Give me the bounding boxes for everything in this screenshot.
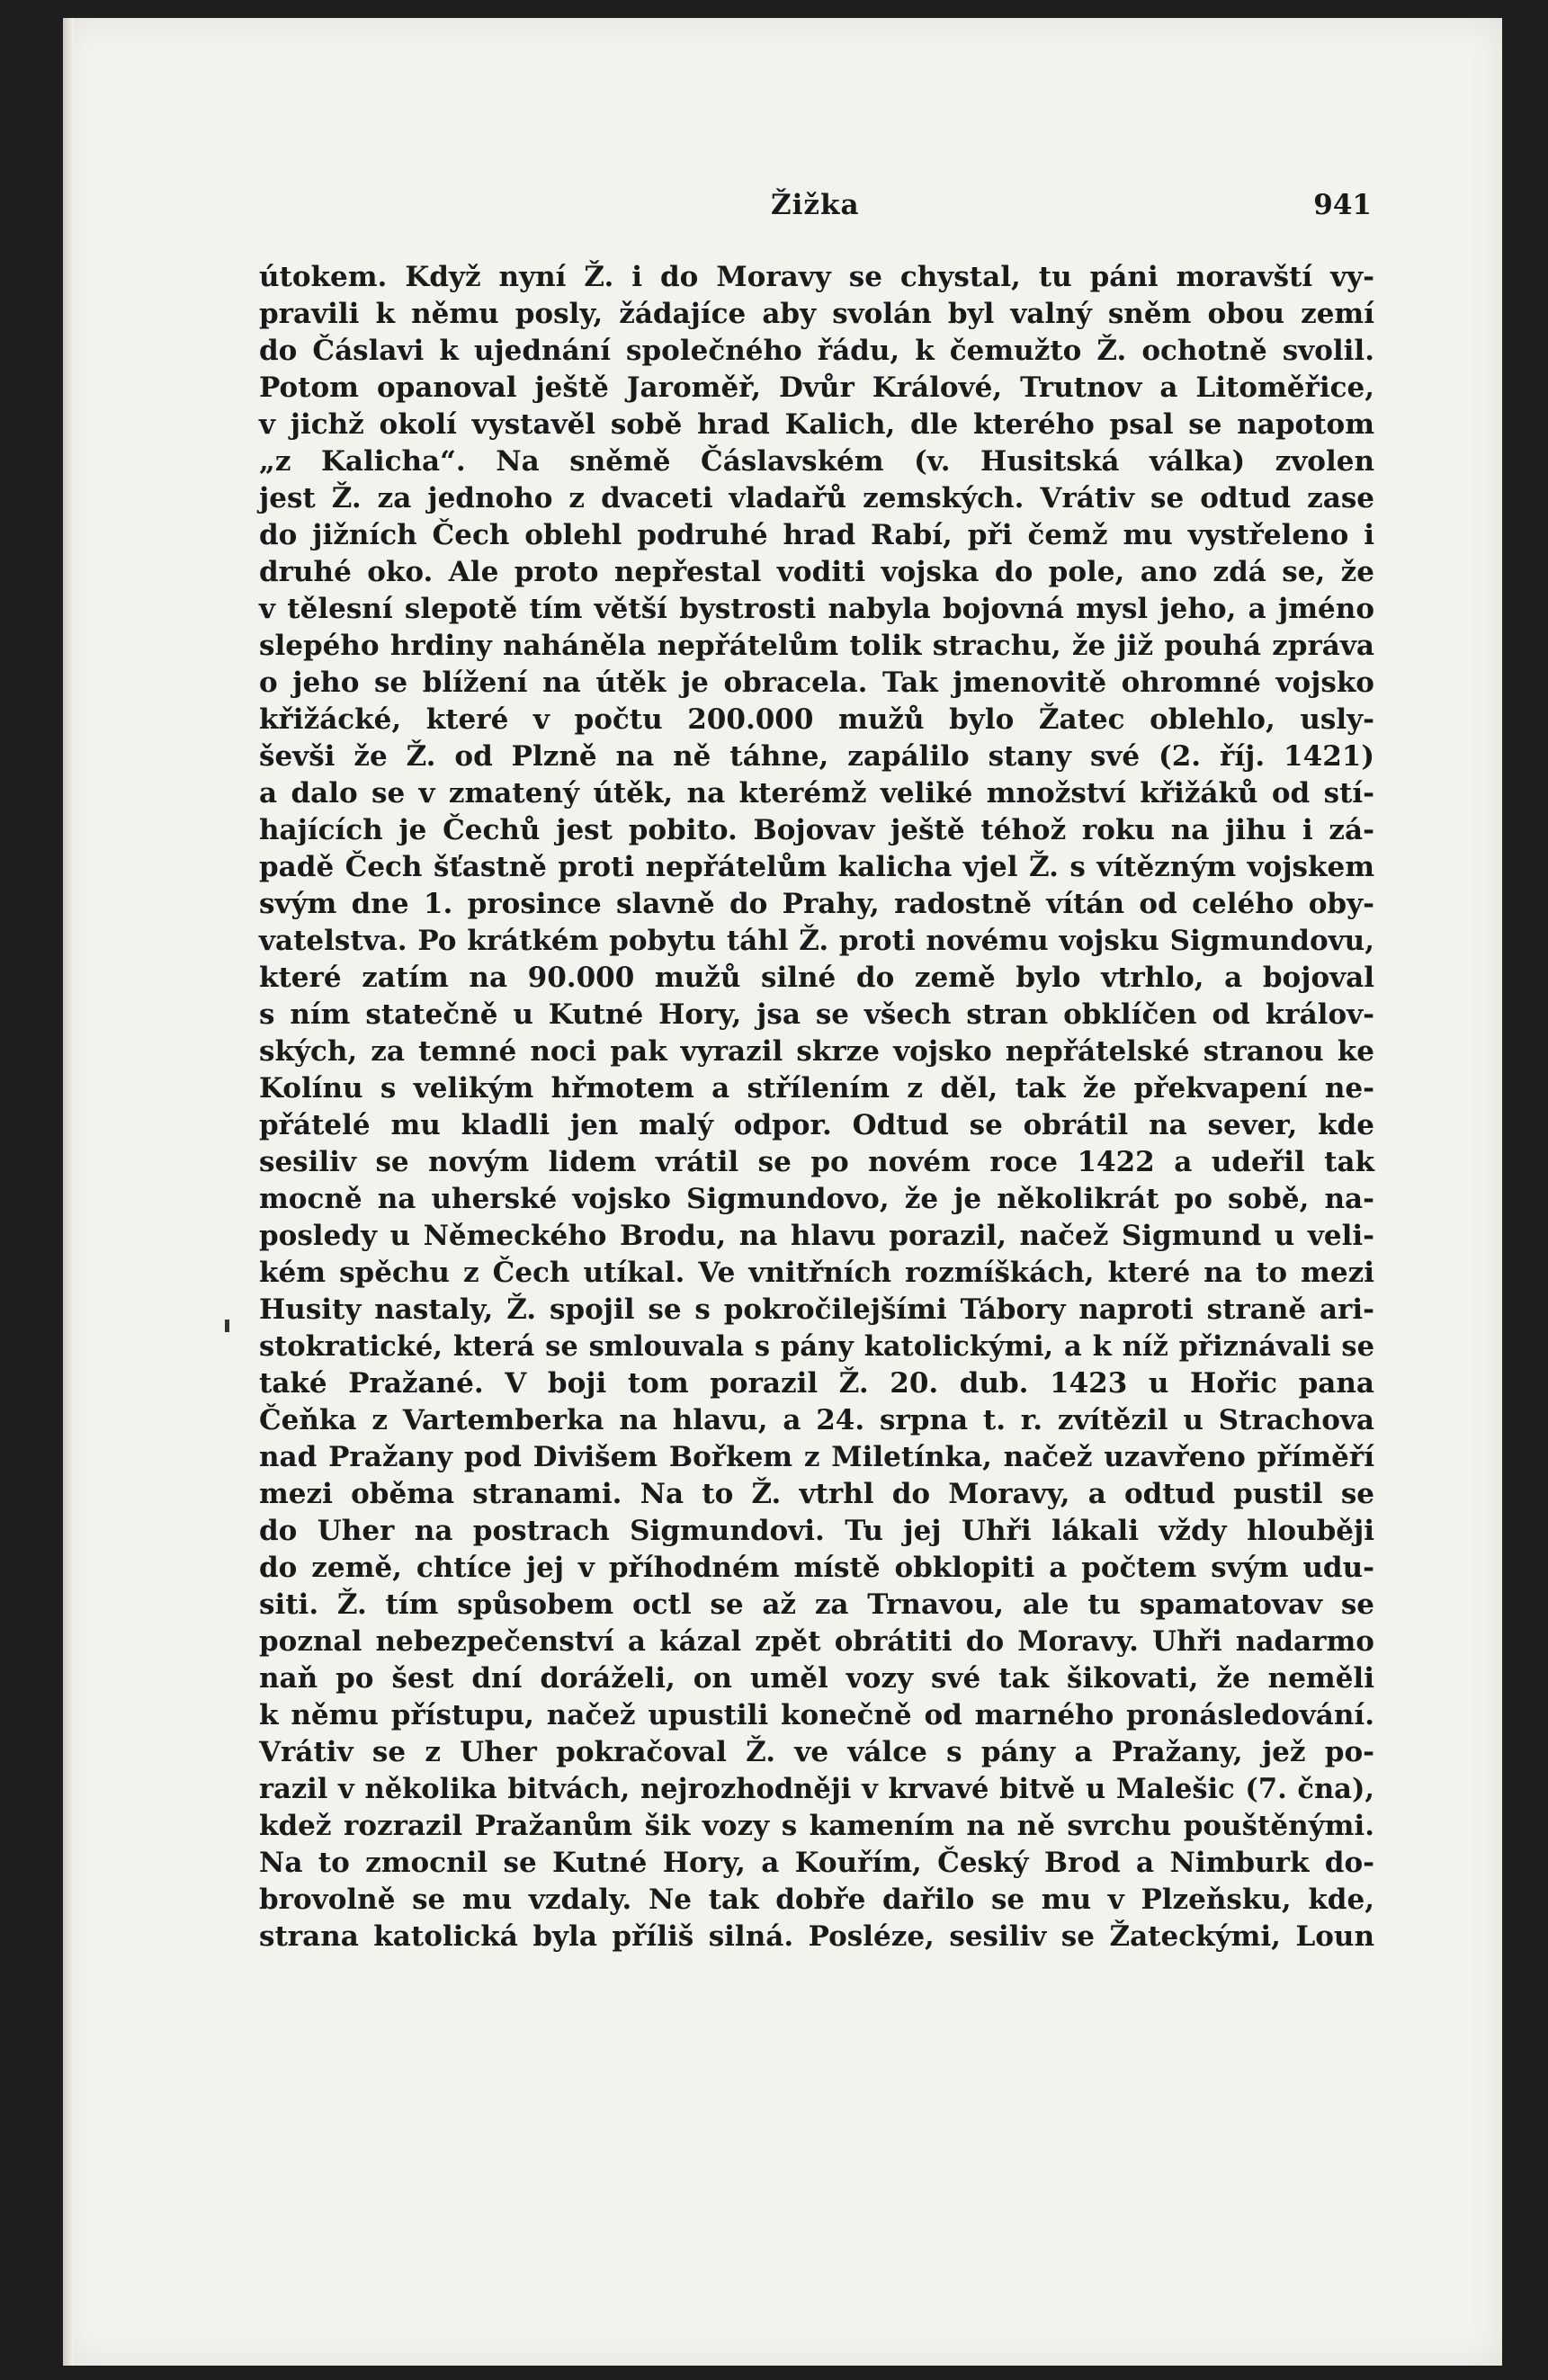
running-header [202,189,1372,225]
article-body [259,259,1374,1955]
text-line: poznal nebezpečenství a kázal zpět obrátiti do Moravy. Uhři nadarmo [259,1625,1374,1658]
text-line: Kolínu s velikým hřmotem a střílením z děl, tak že překvapení ne- [259,1072,1374,1105]
page-gutter-shadow [63,18,74,2366]
text-line: také Pražané. V boji tom porazil Ž. 20. dub. 1423 u Hořic pana [259,1367,1374,1400]
text-line: naň po šest dní doráželi, on uměl vozy své tak šikovati, že neměli [259,1662,1374,1695]
text-line: do jižních Čech oblehl podruhé hrad Rabí, při čemž mu vystřeleno i [259,519,1374,551]
text-line: ských, za temné noci pak vyrazil skrze vojsko nepřátelské stranou ke [259,1035,1374,1068]
text-line: Vrátiv se z Uher pokračoval Ž. ve válce s pány a Pražany, jež po- [259,1736,1374,1768]
text-line: Čeňka z Vartemberka na hlavu, a 24. srpna t. r. zvítězil u Strachova [259,1404,1374,1436]
text-line: razil v několika bitvách, nejrozhodněji v krvavé bitvě u Malešic (7. čna), [259,1773,1374,1805]
text-line: útokem. Když nyní Ž. i do Moravy se chystal, tu páni moravští vy- [259,261,1374,293]
text-line: o jeho se blížení na útěk je obracela. Tak jmenovitě ohromné vojsko [259,667,1374,699]
text-line: v jichž okolí vystavěl sobě hrad Kalich, dle kterého psal se napotom [259,408,1374,441]
text-line: siti. Ž. tím spůsobem octl se až za Trnavou, ale tu spamatovav se [259,1588,1374,1621]
text-line: nad Pražany pod Divišem Bořkem z Miletínka, načež uzavřeno příměří [259,1441,1374,1473]
text-line: v tělesní slepotě tím větší bystrosti nabyla bojovná mysl jeho, a jméno [259,593,1374,625]
text-line: a dalo se v zmatený útěk, na kterémž veliké množství křižáků od stí- [259,777,1374,810]
text-line: strana katolická byla příliš silná. Posléze, sesiliv se Žateckými, Loun [259,1920,1374,1953]
text-line: brovolně se mu vzdaly. Ne tak dobře dařilo se mu v Plzeňsku, kde, [259,1883,1374,1916]
text-line: které zatím na 90.000 mužů silné do země bylo vtrhlo, a bojoval [259,962,1374,994]
text-line: s ním statečně u Kutné Hory, jsa se všech stran obklíčen od králov- [259,998,1374,1031]
margin-mark [225,1320,229,1332]
text-line: pravili k němu posly, žádajíce aby svolán byl valný sněm obou zemí [259,298,1374,330]
text-line: slepého hrdiny naháněla nepřátelům tolik strachu, že již pouhá zpráva [259,630,1374,662]
text-line: křižácké, které v počtu 200.000 mužů bylo Žatec oblehlo, usly- [259,703,1374,736]
text-line: kém spěchu z Čech utíkal. Ve vnitřních rozmíškách, které na to mezi [259,1257,1374,1289]
page-number: 941 [1313,189,1372,221]
text-line: stokratické, která se smlouvala s pány katolickými, a k níž přiznávali se [259,1330,1374,1363]
text-line: přátelé mu kladli jen malý odpor. Odtud se obrátil na sever, kde [259,1109,1374,1141]
text-line: kdež rozrazil Pražanům šik vozy s kamením na ně svrchu pouštěnými. [259,1810,1374,1842]
text-line: Husity nastaly, Ž. spojil se s pokročilejšími Tábory naproti straně ari- [259,1293,1374,1326]
text-line: jest Ž. za jednoho z dvaceti vladařů zemských. Vrátiv se odtud zase [259,482,1374,514]
text-line: Na to zmocnil se Kutné Hory, a Kouřím, Český Brod a Nimburk do- [259,1847,1374,1879]
text-line: sesiliv se novým lidem vrátil se po novém roce 1422 a udeřil tak [259,1146,1374,1178]
text-line: svým dne 1. prosince slavně do Prahy, radostně vítán od celého oby- [259,888,1374,920]
text-line: Potom opanoval ještě Jaroměř, Dvůr Králové, Trutnov a Litoměřice, [259,371,1374,404]
text-line: „z Kalicha“. Na sněmě Čáslavském (v. Husitská válka) zvolen [259,445,1374,478]
text-line: vatelstva. Po krátkém pobytu táhl Ž. proti novému vojsku Sigmundovu, [259,925,1374,957]
text-line: posledy u Německého Brodu, na hlavu porazil, načež Sigmund u veli- [259,1220,1374,1252]
text-line: mocně na uherské vojsko Sigmundovo, že je několikrát po sobě, na- [259,1183,1374,1215]
text-line: ševši že Ž. od Plzně na ně táhne, zapálilo stany své (2. říj. 1421) [259,740,1374,773]
text-line: padě Čech šťastně proti nepřátelům kalicha vjel Ž. s vítězným vojskem [259,851,1374,883]
text-line: k němu přístupu, načež upustili konečně od marného pronásledování. [259,1699,1374,1731]
text-line: druhé oko. Ale proto nepřestal voditi vojska do pole, ano zdá se, že [259,556,1374,588]
text-line: do Uher na postrach Sigmundovi. Tu jej Uhři lákali vždy hlouběji [259,1515,1374,1547]
text-line: do Čáslavi k ujednání společného řádu, k čemužto Ž. ochotně svolil. [259,335,1374,367]
text-line: mezi oběma stranami. Na to Ž. vtrhl do Moravy, a odtud pustil se [259,1478,1374,1510]
text-line: do země, chtíce jej v příhodném místě obklopiti a počtem svým udu- [259,1552,1374,1584]
text-line: hajících je Čechů jest pobito. Bojovav ještě téhož roku na jihu i zá- [259,814,1374,846]
running-head-title: Žižka [771,189,860,221]
